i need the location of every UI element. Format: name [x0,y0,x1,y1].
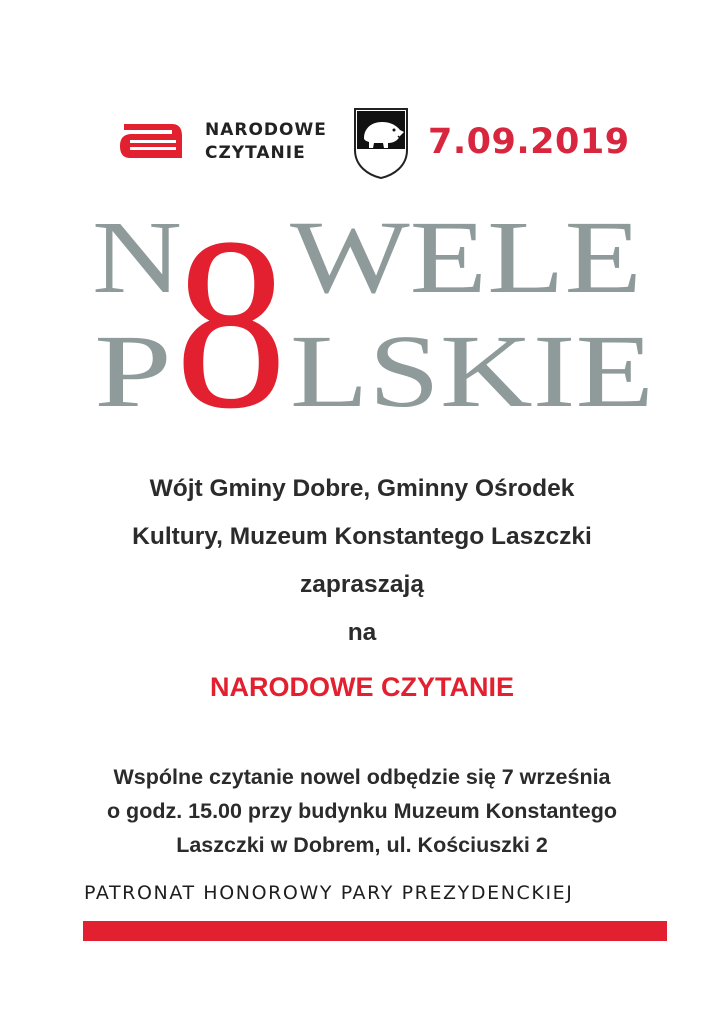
invitation-line-3: zapraszają [300,571,424,598]
details-line-2: o godz. 15.00 przy budynku Muzeum Konstantego [106,799,618,823]
title-numeral-eight: 8 [175,200,287,430]
boar-crest-icon [352,106,410,180]
narodowe-czytanie-book-icon [116,118,188,164]
red-divider-bar [83,921,667,941]
patronage-text: PATRONAT HONOROWY PARY PREZYDENCKIEJ [84,882,574,904]
title-letter-p: P [94,314,172,429]
details-block [0,760,724,862]
nowele-polskie-title [0,200,724,430]
event-date: 7.09.2019 [428,122,630,162]
invitation-line-4: na [347,619,377,646]
title-word-lskie: LSKIE [290,314,654,429]
logo-line-2: CZYTANIE [205,143,306,163]
details-line-3: Laszczki w Dobrem, ul. Kościuszki 2 [176,833,548,857]
narodowe-czytanie-logo-text [205,119,327,165]
invitation-line-2: Kultury, Muzeum Konstantego Laszczki [132,523,592,550]
details-line-1: Wspólne czytanie nowel odbędzie się 7 września [113,765,611,789]
invitation-line-1: Wójt Gminy Dobre, Gminny Ośrodek [149,475,575,502]
event-name: NARODOWE CZYTANIE [210,672,514,702]
title-letter-n: N [92,200,182,315]
logo-line-1: NARODOWE [205,120,327,140]
title-word-wele: WELE [290,200,642,315]
